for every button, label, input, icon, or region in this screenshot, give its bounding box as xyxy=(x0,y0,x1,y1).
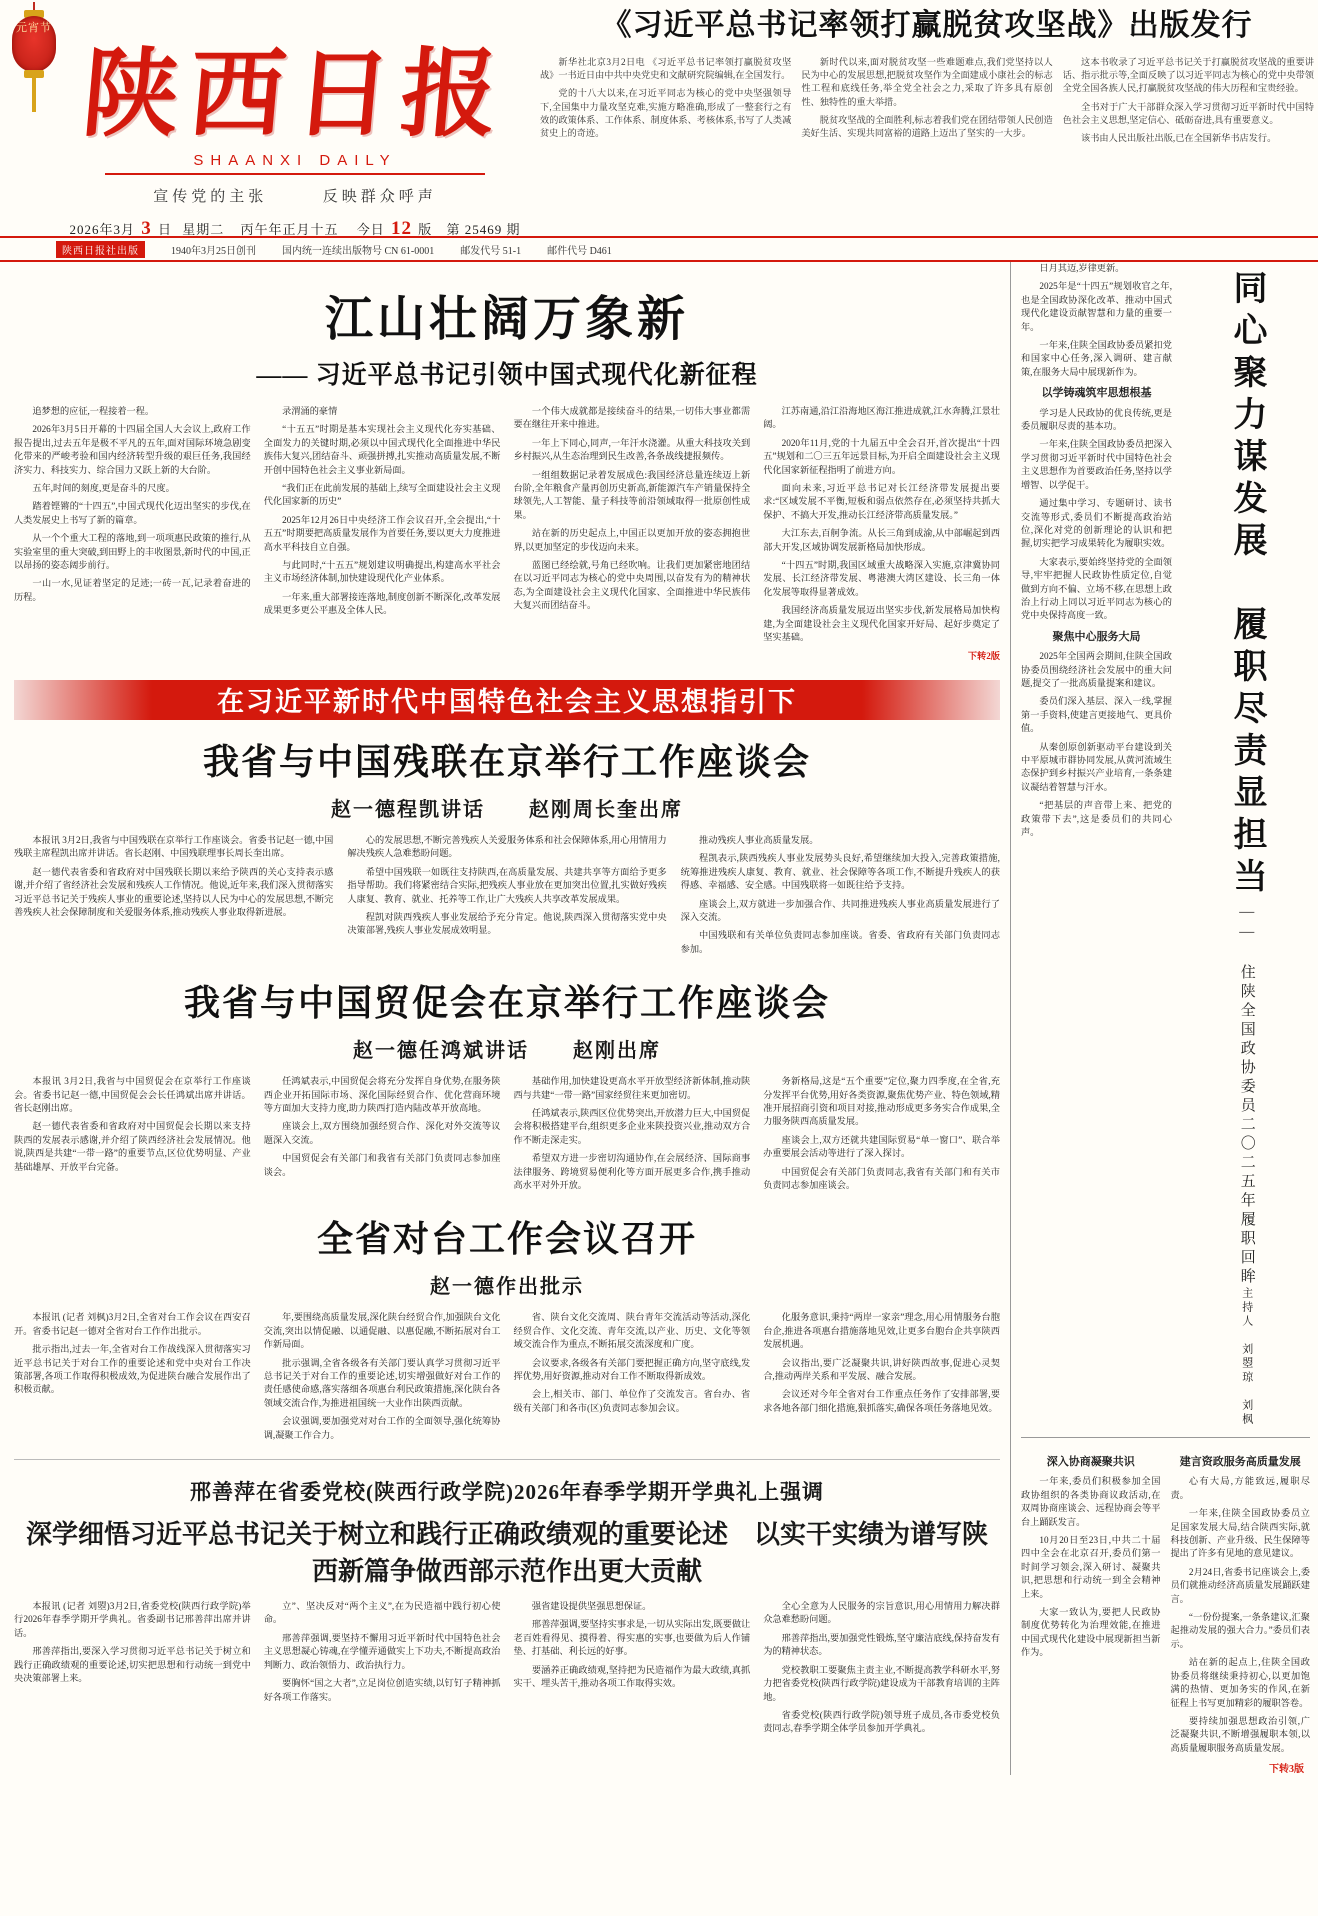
feature-col-a xyxy=(1021,1448,1161,1760)
paragraph: 一年来,住陕全国政协委员立足国家发展大局,结合陕西实际,就科技创新、产业升级、民生保障等提出了许多有见地的意见建议。 xyxy=(1170,1508,1310,1559)
paragraph: 会议指出,要广泛凝聚共识,讲好陕西故事,促进心灵契合,推动两岸关系和平发展、融合发展。 xyxy=(763,1357,1000,1382)
masthead xyxy=(0,0,1318,240)
continued-ref[interactable]: 下转2版 xyxy=(967,650,1000,661)
paragraph: 强省建设提供坚强思想保证。 xyxy=(531,1601,652,1612)
article4-kicker: 邢善萍在省委党校(陕西行政学院)2026年春季学期开学典礼上强调 xyxy=(190,1480,824,1505)
today-label: 今日 xyxy=(356,222,385,237)
page-content xyxy=(0,262,1318,1775)
article4-col-4 xyxy=(763,1600,1000,1741)
paragraph: 一年来,委员们积极参加全国政协组织的各类协商议政活动,在双周协商座谈会、远程协商会等平台上踊跃发言。 xyxy=(1021,1476,1161,1527)
top-story-col-2 xyxy=(801,56,1052,150)
paragraph: 心有大局,方能致远,履职尽责。 xyxy=(1170,1476,1310,1500)
paragraph: 基础作用,加快建设更高水平开放型经济新体制,推动陕西与共建“一带一路”国家经贸往来更加密切。 xyxy=(513,1076,751,1100)
article4-col-1 xyxy=(14,1600,251,1741)
paragraph: 从秦创原创新驱动平台建设到关中平原城市群协同发展,从黄河流域生态保护到乡村振兴产业培育,一条条建议凝结着智慧与汗水。 xyxy=(1021,741,1172,792)
paragraph: 一个伟大成就都是接续奋斗的结果,一切伟大事业都需要在继往开来中推进。 xyxy=(513,406,751,430)
publisher-tag: 陕西日报社出版 xyxy=(56,241,145,258)
main-column xyxy=(0,262,1010,1775)
founded-date: 1940年3月25日创刊 xyxy=(171,245,256,257)
paragraph: 一年来,重大部署接连落地,制度创新不断深化,改革发展成果更多更公平惠及全体人民。 xyxy=(263,591,501,616)
paragraph: 一组组数据记录着发展成色:我国经济总量连续迈上新台阶,全年粮食产量再创历史新高,新能源汽车产销量保持全球领先,人工智能、量子科技等前沿领域取得一批原创性成果。 xyxy=(513,469,751,520)
paragraph: 立”、坚决反对“两个主义”,在为民造福中践行初心使命。 xyxy=(263,1601,501,1625)
article1-col-3 xyxy=(681,834,1000,961)
article1-col-1 xyxy=(14,834,333,961)
paragraph: 通过集中学习、专题研讨、读书交流等形式,委员们不断提高政治站位,深化对党的创新理论的认识和把握,切实把学习成果转化为履职实效。 xyxy=(1021,498,1172,549)
article2-col-2 xyxy=(264,1075,501,1197)
page-count: 12 xyxy=(391,218,413,239)
paragraph: 程凯对陕西残疾人事业发展给予充分肯定。他说,陕西深入贯彻落实党中央决策部署,残疾人事业发展成效明显。 xyxy=(347,911,667,936)
article2-col-3 xyxy=(514,1075,751,1197)
paragraph: 心的发展思想,不断完善残疾人关爱服务体系和社会保障体系,用心用情用力解决残疾人急难愁盼问题。 xyxy=(347,834,667,859)
paragraph: “十四五”时期,我国区域重大战略深入实施,京津冀协同发展、长江经济带发展、粤港澳大湾区建设、长三角一体化发展等取得显著成效。 xyxy=(763,560,1000,597)
paragraph: 要持续加强思想政治引领,广泛凝聚共识,不断增强履职本领,以高质量履职服务高质量发展。 xyxy=(1170,1715,1310,1753)
feature-intro xyxy=(1021,262,1310,1427)
paragraph: 2026年3月5日开幕的十四届全国人大会议上,政府工作报告提出,过去五年是极不平凡的五年,面对国际环境急剧变化带来的严峻考验和国内经济转型升级的艰巨任务,我国经济实力、科技实力、综合国力又跃上新的大台阶。 xyxy=(14,424,251,475)
paragraph: “十五五”时期是基本实现社会主义现代化夯实基础、全面发力的关键时期,必须以中国式现代化全面推进中华民族伟大复兴,团结奋斗、顽强拼搏,扎实推动高质量发展,不断开创中国特色社会主义事业新局面。 xyxy=(263,424,501,475)
lantern-label: 元宵节 xyxy=(16,22,52,34)
paragraph: 2025年12月26日中央经济工作会议召开,全会提出,“十五五”时期要把高质量发展作为首要任务,要以更大力度推进高水平科技自立自强。 xyxy=(263,514,501,552)
paragraph: 录渭涌的豪情 xyxy=(282,406,338,416)
lead-col-3 xyxy=(514,405,751,668)
paragraph: 本报讯 3月2日,我省与中国残联在京举行工作座谈会。省委书记赵一德,中国残联主席程凯出席并讲话。省长赵刚、中国残联理事长周长奎出席。 xyxy=(14,834,334,859)
lead-col-2 xyxy=(264,405,501,668)
lead-col-4 xyxy=(763,405,1000,668)
paragraph: 2025年是“十四五”规划收官之年,也是全国政协深化改革、推动中国式现代化建设贡献智慧和力量的重要一年。 xyxy=(1021,281,1172,332)
paragraph: 中国贸促会有关部门负责同志,我省有关部门和有关市负责同志参加座谈会。 xyxy=(763,1166,1000,1190)
paragraph: 委员们深入基层、深入一线,掌握第一手资料,使建言更接地气、更具价值。 xyxy=(1021,696,1172,734)
feature-byline-wrap xyxy=(1182,1287,1310,1427)
paragraph: 新时代以来,面对脱贫攻坚一些难题难点,我们党坚持以人民为中心的发展思想,把脱贫攻坚作为全面建成小康社会的标志性工程和底线任务,举全党全社会之力,采取了许多具有原创性、独特性的重大举措。 xyxy=(801,57,1053,107)
article1-headline: 我省与中国残联在京举行工作座谈会 xyxy=(202,741,811,782)
top-story-body xyxy=(540,56,1314,150)
feature-section-3 xyxy=(1021,1448,1310,1760)
issue-number: 第 25469 期 xyxy=(446,222,521,237)
paragraph: 希望双方进一步密切沟通协作,在会展经济、国际商事法律服务、跨境贸易便利化等方面开展更多合作,携手推动高水平对外开放。 xyxy=(513,1153,751,1190)
article1-body xyxy=(14,834,1000,961)
subheading: 建言资政服务高质量发展 xyxy=(1179,1456,1301,1468)
top-story-col-3 xyxy=(1063,56,1314,150)
paragraph: 该书由人民出版社出版,已在全国新华书店发行。 xyxy=(1081,133,1277,144)
date-unit: 日 xyxy=(157,222,172,237)
registration-bar xyxy=(0,236,1318,262)
slogan-left: 宣传党的主张 xyxy=(153,189,268,205)
paragraph: 10月20日至23日,中共二十届四中全会在北京召开,委员们第一时间学习领会,深入研讨、凝聚共识,把思想和行动统一到全会精神上来。 xyxy=(1021,1535,1161,1599)
paragraph: 江苏南通,沿江沿海地区海江推进成就,江水奔腾,江景壮阔。 xyxy=(763,406,1000,430)
lunar-date: 丙午年正月十五 xyxy=(240,222,339,237)
paragraph: 五年,时间的刻度,更是奋斗的尺度。 xyxy=(32,483,175,494)
logo-english-title: SHAANXI DAILY xyxy=(193,152,397,169)
paragraph: 全心全意为人民服务的宗旨意识,用心用情用力解决群众急难愁盼问题。 xyxy=(763,1601,1000,1625)
masthead-slogan xyxy=(60,185,530,206)
paragraph: 推动残疾人事业高质量发展。 xyxy=(699,834,819,845)
paragraph: 蓝图已经绘就,号角已经吹响。让我们更加紧密地团结在以习近平同志为核心的党中央周围,以奋发有为的精神状态,为全面建设社会主义现代化国家、全面推进中华民族伟大复兴而团结奋斗。 xyxy=(513,560,751,611)
paragraph: 站在新的历史起点上,中国正以更加开放的姿态拥抱世界,以更加坚定的步伐迈向未来。 xyxy=(513,528,751,552)
article1-deck xyxy=(14,793,1000,822)
paragraph: 任鸿斌表示,陕西区位优势突出,开放潜力巨大,中国贸促会将积极搭建平台,组织更多企业来陕投资兴业,推动双方合作不断走深走实。 xyxy=(513,1107,751,1145)
divider xyxy=(1021,1437,1310,1438)
paragraph: 脱贫攻坚战的全面胜利,标志着我们党在团结带领人民创造美好生活、实现共同富裕的道路上迈出了坚实的一大步。 xyxy=(801,114,1053,139)
paragraph: 大家表示,要始终坚持党的全面领导,牢牢把握人民政协性质定位,自觉做到方向不偏、立场不移,在思想上政治上行动上同以习近平同志为核心的党中央保持高度一致。 xyxy=(1021,556,1172,621)
feature-vertical-title: 同心聚力谋发展 履职尽责显担当 xyxy=(1228,270,1265,900)
article4-col-3 xyxy=(514,1600,751,1741)
paragraph: 会议要求,各级各有关部门要把握正确方向,坚守底线,发挥优势,用好资源,推动对台工作不断取得新成效。 xyxy=(513,1357,751,1382)
feature-vertical-subtitle-wrap xyxy=(1182,904,1310,1287)
paragraph: 党的十八大以来,在习近平同志为核心的党中央坚强领导下,全国集中力量攻坚克难,实施方略准确,形成了一整套行之有效的政策体系、工作体系、制度体系、考核体系,书写了人类减贫史上的奇迹。 xyxy=(540,88,792,139)
feature-col-b xyxy=(1171,1448,1311,1760)
paragraph: 年,要围绕高质量发展,深化陕台经贸合作,加强陕台文化交流,突出以情促融、以通促融、以惠促融,不断拓展对台工作新局面。 xyxy=(263,1312,501,1350)
paragraph: 党校教职工要聚焦主责主业,不断提高教学科研水平,努力把省委党校(陕西行政学院)建设成为干部教育培训的主阵地。 xyxy=(763,1664,1000,1702)
feature-column xyxy=(1010,262,1318,1775)
paragraph: 省委党校(陕西行政学院)领导班子成员,各市委党校负责同志,春季学期全体学员参加开学典礼。 xyxy=(763,1709,1000,1734)
paragraph: 赵一德代表省委和省政府对中国残联长期以来给予陕西的关心支持表示感谢,并介绍了省经济社会发展和残疾人工作情况。他说,近年来,我们深入贯彻落实习近平总书记关于残疾人事业的重要论述,坚持以人民为中心的发展思想,不断完善残疾人社会保障制度和关爱服务体系,推动残疾人事业取得新进展。 xyxy=(14,866,334,917)
paragraph: 座谈会上,双方还就共建国际贸易“单一窗口”、联合举办重要展会活动等进行了深入探讨。 xyxy=(763,1134,1000,1159)
lead-subheadline: —— 习近平总书记引领中国式现代化新征程 xyxy=(256,362,758,389)
paragraph: 日月其迈,岁律更新。 xyxy=(1039,263,1125,273)
paragraph: 站在新的起点上,住陕全国政协委员将继续秉持初心,以更加饱满的热情、更加务实的作风,在新征程上书写更加精彩的履职答卷。 xyxy=(1170,1657,1310,1708)
article3-col-1 xyxy=(14,1311,251,1447)
paragraph: 一年来,住陕全国政协委员把深入学习贯彻习近平新时代中国特色社会主义思想作为首要政治任务,坚持以学增智、以学促干。 xyxy=(1021,439,1172,490)
article4-headline: 深学细悟习近平总书记关于树立和践行正确政绩观的重要论述 以实干实绩为谱写陕西新篇争做西部示范作出更大贡献 xyxy=(25,1520,988,1587)
paragraph: 要胸怀“国之大者”,立足岗位创造实绩,以钉钉子精神抓好各项工作落实。 xyxy=(263,1678,501,1702)
article2-col-4 xyxy=(763,1075,1000,1197)
paragraph: 2月24日,省委书记座谈会上,委员们就推动经济高质量发展踊跃建言。 xyxy=(1170,1566,1310,1604)
paragraph: 2025年全国两会期间,住陕全国政协委员围绕经济社会发展中的重大问题,提交了一批高质量提案和建议。 xyxy=(1021,651,1172,688)
feature-vertical-subtitle: —— 住陕全国政协委员二〇二五年履职回眸 xyxy=(1238,904,1255,1287)
date-text: 2026年3月 xyxy=(69,222,135,237)
lead-col-1 xyxy=(14,405,251,668)
paragraph: 会议强调,要加强党对对台工作的全面领导,强化统筹协调,凝聚工作合力。 xyxy=(263,1416,501,1440)
paragraph: 追梦想的应征,一程接着一程。 xyxy=(32,406,155,416)
weekday: 星期二 xyxy=(182,222,225,237)
paragraph: 全书对于广大干部群众深入学习贯彻习近平新时代中国特色社会主义思想,坚定信心、砥砺奋进,具有重要意义。 xyxy=(1062,101,1314,125)
article3-col-3 xyxy=(514,1311,751,1447)
paragraph: 一年来,住陕全国政协委员紧扣党和国家中心任务,深入调研、建言献策,在服务大局中展现新作为。 xyxy=(1021,340,1172,377)
article2-headline: 我省与中国贸促会在京举行工作座谈会 xyxy=(183,983,830,1024)
paragraph: 化服务意识,秉持“两岸一家亲”理念,用心用情服务台胞台企,推进各项惠台措施落地见效,让更多台胞台企共享陕西发展机遇。 xyxy=(763,1312,1000,1350)
paragraph: 批示指出,过去一年,全省对台工作战线深入贯彻落实习近平总书记关于对台工作的重要论述和党中央对台工作决策部署,各项工作取得积极成效,为促进陕台融合发展作出了积极贡献。 xyxy=(14,1344,251,1395)
paragraph: 踏着铿锵的“十四五”,中国式现代化迈出坚实的步伐,在人类发展史上书写了新的篇章。 xyxy=(14,501,251,525)
article3-col-4 xyxy=(763,1311,1000,1447)
paragraph: 要涵养正确政绩观,坚持把为民造福作为最大政绩,真抓实干、埋头苦干,推动各项工作取得实效。 xyxy=(513,1664,751,1689)
lead-headline: 江山壮阔万象新 xyxy=(324,293,689,346)
article3-headline: 全省对台工作会议召开 xyxy=(316,1219,697,1260)
paragraph: 中国贸促会有关部门和我省有关部门负责同志参加座谈会。 xyxy=(263,1153,501,1177)
paragraph: 座谈会上,双方就进一步加强合作、共同推进残疾人事业高质量发展进行了深入交流。 xyxy=(680,898,1000,922)
paragraph: 这本书收录了习近平总书记关于打赢脱贫攻坚战的重要讲话、指示批示等,全面反映了以习近平同志为核心的党中央带领全党全国各族人民,打赢脱贫攻坚战的伟大历程和宝贵经验。 xyxy=(1062,57,1314,94)
top-story-headline: 《习近平总书记率领打赢脱贫攻坚战》出版发行 xyxy=(601,9,1253,42)
subheading: 以学铸魂筑牢思想根基 xyxy=(1041,387,1152,400)
paragraph: 会议还对今年全省对台工作重点任务作了安排部署,要求各地各部门细化措施,狠抓落实,确保各项任务落地见效。 xyxy=(763,1389,1000,1413)
paragraph: 省、陕台文化交流周、陕台青年交流活动等活动,深化经贸合作、文化交流、青年交流,以产业、历史、文化等领域交流合作为重点,不断拓展交流深度和广度。 xyxy=(513,1312,751,1350)
paragraph: 程凯表示,陕西残疾人事业发展势头良好,希望继续加大投入,完善政策措施,统筹推进残疾人康复、教育、就业、社会保障等各项工作,不断提升残疾人的获得感、幸福感、安全感。中国残联将一如既往给予支持。 xyxy=(680,853,1000,891)
paragraph: 会上,相关市、部门、单位作了交流发言。省台办、省级有关部门和各市(区)负责同志参加会议。 xyxy=(513,1389,751,1413)
paragraph: 2020年11月,党的十九届五中全会召开,首次提出“十四五”规划和二〇三五年远景目标,为开启全面建设社会主义现代化国家新征程指明了前进方向。 xyxy=(763,437,1000,475)
paragraph: 我国经济高质量发展迈出坚实步伐,新发展格局加快构建,为全面建设社会主义现代化国家开好局、起好步奠定了坚实基础。 xyxy=(763,605,1000,643)
feature-continued-ref[interactable]: 下转3版 xyxy=(1269,1764,1304,1776)
paragraph: “把基层的声音带上来、把党的政策带下去”,这是委员们的共同心声。 xyxy=(1021,800,1172,838)
paragraph: 赵一德代表省委和省政府对中国贸促会长期以来支持陕西的发展表示感谢,并介绍了陕西经济社会发展情况。他说,陕西是共建“一带一路”的重要节点,区位优势明显、产业基础雄厚、开放平台完备。 xyxy=(14,1121,251,1172)
paragraph: 学习是人民政协的优良传统,更是委员履职尽责的基本功。 xyxy=(1021,407,1172,432)
slogan-right: 反映群众呼声 xyxy=(322,189,437,205)
paragraph: 从一个个重大工程的落地,到一项项惠民政策的推行,从实验室里的重大突破,到田野上的丰收图景,新时代的中国,正以昂扬的姿态阔步前行。 xyxy=(14,533,251,571)
newspaper-logo xyxy=(60,40,530,240)
section-banner-text: 在习近平新时代中国特色社会主义思想指引下 xyxy=(217,687,797,718)
lantern-icon xyxy=(6,2,62,122)
cn-number: 国内统一连续出版物号 CN 61-0001 xyxy=(282,245,435,257)
paragraph: 新华社北京3月2日电 《习近平总书记率领打赢脱贫攻坚战》一书近日由中共中央党史和文献研究院编辑,在全国发行。 xyxy=(540,57,792,81)
feature-vertical-title-wrap xyxy=(1182,270,1310,900)
article3-deck: 赵一德作出批示 xyxy=(430,1276,584,1299)
paragraph: 大江东去,百舸争流。从长三角到成渝,从中部崛起到西部大开发,区域协调发展新格局加快形成。 xyxy=(763,528,1000,552)
date-day: 3 xyxy=(141,218,152,239)
paragraph: “一份份提案,一条条建议,汇聚起推动发展的强大合力。”委员们表示。 xyxy=(1170,1612,1310,1649)
article3-body xyxy=(14,1311,1000,1447)
logo-chinese-title: 陕西日报 xyxy=(78,41,512,148)
top-story xyxy=(540,6,1314,150)
lead-body xyxy=(14,405,1000,668)
article1-deck-left: 赵一德程凯讲话 xyxy=(331,798,485,821)
subheading: 聚焦中心服务大局 xyxy=(1052,630,1141,643)
paragraph: 中国残联和有关单位负责同志参加座谈。省委、省政府有关部门负责同志参加。 xyxy=(680,930,1000,954)
feature-byline: 主持人 刘曌琼 刘枫 xyxy=(1240,1287,1253,1427)
article1-col-2 xyxy=(347,834,666,961)
paragraph: 邢善萍强调,要坚持实事求是,一切从实际出发,既要做让老百姓看得见、摸得着、得实惠的实事,也要做为后人作铺垫、打基础、利长远的好事。 xyxy=(513,1619,751,1657)
article2-deck: 赵一德任鸿斌讲话 赵刚出席 xyxy=(353,1040,661,1063)
paragraph: 务新格局,这是“五个重要”定位,聚力四季度,在全省,充分发挥平台优势,用好各类资源,聚焦优势产业、特色领域,精准开展招商引资和项目对接,推动形成更多务实合作成果,全力服务陕西高质量发展。 xyxy=(763,1076,1000,1127)
paragraph: 邢善萍指出,要深入学习贯彻习近平总书记关于树立和践行正确政绩观的重要论述,切实把思想和行动统一到党中央决策部署上来。 xyxy=(14,1646,251,1684)
paragraph: 希望中国残联一如既往支持陕西,在高质量发展、共建共享等方面给予更多指导帮助。我们将紧密结合实际,把残疾人事业放在更加突出位置,扎实做好残疾人康复、教育、就业、托养等工作,让广大残疾人共享改革发展成果。 xyxy=(347,866,667,904)
article4-col-2 xyxy=(264,1600,501,1741)
article2-col-1 xyxy=(14,1075,251,1197)
top-story-col-1 xyxy=(540,56,791,150)
paragraph: “我们正在此前发展的基础上,续写全面建设社会主义现代化国家新的历史” xyxy=(263,483,501,507)
paragraph: 一年上下同心,同声,一年汗水浇灌。从重大科技攻关到乡村振兴,从生态治理到民生改善,各条战线捷报频传。 xyxy=(513,437,751,462)
paragraph: 任鸿斌表示,中国贸促会将充分发挥自身优势,在服务陕西企业开拓国际市场、深化国际经贸合作、优化营商环境等方面加大支持力度,助力陕西打造内陆改革开放高地。 xyxy=(263,1076,501,1113)
mail-code: 邮件代号 D461 xyxy=(547,245,612,257)
article4-body xyxy=(14,1600,1000,1741)
paragraph: 邢善萍指出,要加强党性锻炼,坚守廉洁底线,保持奋发有为的精神状态。 xyxy=(763,1632,1000,1657)
paragraph: 批示强调,全省各级各有关部门要认真学习贯彻习近平总书记关于对台工作的重要论述,切实增强做好对台工作的责任感使命感,落实落细各项惠台利民政策措施,深化陕台各领域交流合作,为推进祖国统一大业作出陕西贡献。 xyxy=(263,1357,501,1408)
paragraph: 与此同时,“十五五”规划建议明确提出,构建高水平社会主义市场经济体制,加快建设现代化产业体系。 xyxy=(263,560,501,584)
paragraph: 本报讯 (记者 刘枫)3月2日,全省对台工作会议在西安召开。省委书记赵一德对全省对台工作作出批示。 xyxy=(14,1312,251,1336)
paragraph: 大家一致认为,要把人民政协制度优势转化为治理效能,在推进中国式现代化建设中展现新担当新作为。 xyxy=(1021,1607,1161,1658)
article2-body xyxy=(14,1075,1000,1197)
paragraph: 一山一水,见证着坚定的足迹;一砖一瓦,记录着奋进的历程。 xyxy=(14,578,251,602)
paragraph: 座谈会上,双方围绕加强经贸合作、深化对外交流等议题深入交流。 xyxy=(263,1121,501,1145)
postal-code: 邮发代号 51-1 xyxy=(460,245,522,257)
article3-col-2 xyxy=(264,1311,501,1447)
paragraph: 本报讯 3月2日,我省与中国贸促会在京举行工作座谈会。省委书记赵一德,中国贸促会会长任鸿斌出席并讲话。省长赵刚出席。 xyxy=(14,1076,251,1113)
divider xyxy=(14,1459,1000,1460)
subheading: 深入协商凝聚共识 xyxy=(1046,1456,1135,1468)
logo-rule xyxy=(105,173,485,175)
page-unit: 版 xyxy=(418,222,433,237)
paragraph: 本报讯 (记者 刘曌)3月2日,省委党校(陕西行政学院)举行2026年春季学期开学典礼。省委副书记邢善萍出席并讲话。 xyxy=(14,1601,251,1638)
section-banner xyxy=(14,680,1000,720)
paragraph: 邢善萍强调,要坚持不懈用习近平新时代中国特色社会主义思想凝心铸魂,在学懂弄通做实上下功夫,不断提高政治判断力、政治领悟力、政治执行力。 xyxy=(263,1632,501,1670)
paragraph: 面向未来,习近平总书记对长江经济带发展提出要求:“区域发展不平衡,短板和弱点依然存在,必须坚持共抓大保护、不搞大开发,推动长江经济带高质量发展。” xyxy=(763,483,1000,520)
article1-deck-right: 赵刚周长奎出席 xyxy=(529,798,683,821)
